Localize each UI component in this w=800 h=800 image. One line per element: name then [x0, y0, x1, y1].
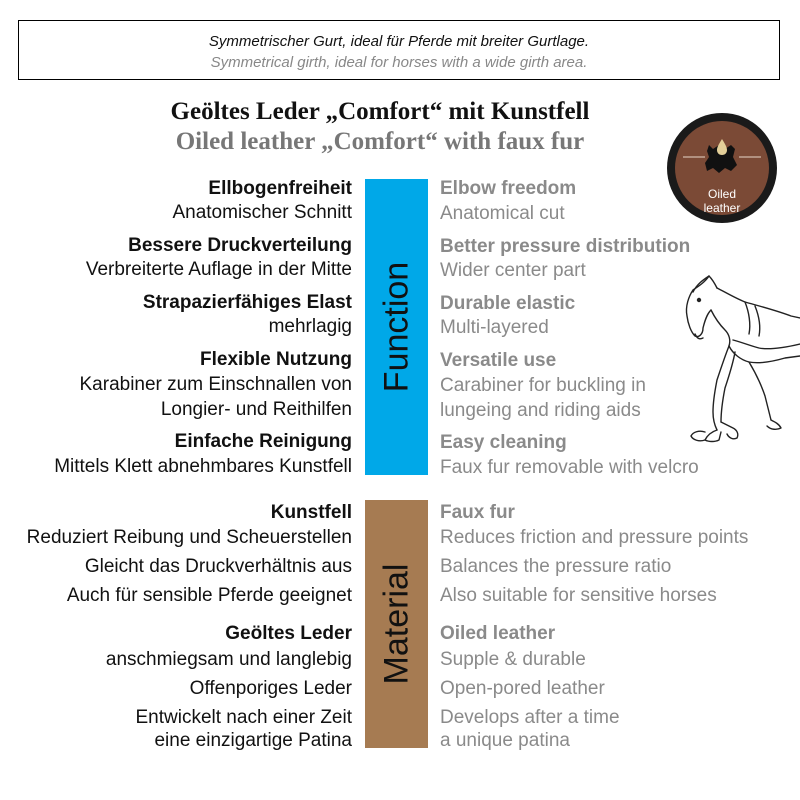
feature-title: Better pressure distribution: [440, 236, 691, 257]
material-detail: Balances the pressure ratio: [440, 556, 672, 577]
material-label: Material: [377, 563, 415, 685]
feature-detail: Mittels Klett abnehmbares Kunstfell: [54, 456, 352, 477]
title-english: Oiled leather „Comfort“ with faux fur: [175, 128, 585, 155]
feature-title: Durable elastic: [440, 293, 576, 314]
material-detail: Reduces friction and pressure points: [440, 527, 749, 548]
feature-detail: mehrlagig: [268, 316, 352, 337]
feature-title: Strapazierfähiges Elast: [142, 292, 352, 313]
material-detail: Auch für sensible Pferde geeignet: [66, 585, 352, 606]
feature-title: Easy cleaning: [440, 432, 567, 453]
material-title: Oiled leather: [440, 623, 556, 644]
material-detail: Offenporiges Leder: [189, 678, 352, 699]
badge-line-1: Oiled: [707, 187, 736, 201]
feature-title: Einfache Reinigung: [174, 431, 352, 452]
material-bar: [365, 500, 428, 748]
feature-detail: lungeing and riding aids: [440, 400, 641, 421]
feature-detail: Verbreiterte Auflage in der Mitte: [85, 259, 352, 280]
badge-line-2: leather: [703, 201, 741, 215]
feature-detail: Anatomical cut: [440, 203, 565, 224]
material-detail: anschmiegsam und langlebig: [105, 649, 352, 670]
material-detail: Open-pored leather: [440, 678, 605, 699]
material-title: Geöltes Leder: [225, 623, 352, 644]
oiled-leather-badge: [667, 113, 777, 223]
material-detail: eine einzigartige Patina: [154, 730, 352, 751]
feature-title: Ellbogenfreiheit: [208, 178, 352, 199]
material-title: Faux fur: [440, 502, 515, 523]
feature-detail: Carabiner for buckling in: [440, 375, 646, 396]
feature-detail: Multi-layered: [440, 317, 549, 338]
feature-detail: Karabiner zum Einschnallen von: [79, 374, 352, 395]
material-title: Kunstfell: [270, 502, 352, 523]
material-detail: Supple & durable: [440, 649, 586, 670]
intro-line-en: Symmetrical girth, ideal for horses with a wide girth area.: [210, 54, 588, 71]
feature-detail: Anatomischer Schnitt: [172, 202, 352, 223]
intro-box: [18, 20, 780, 80]
feature-title: Bessere Druckverteilung: [128, 235, 352, 256]
feature-title: Versatile use: [440, 350, 557, 371]
material-detail: Also suitable for sensitive horses: [440, 585, 717, 606]
material-detail: a unique patina: [440, 730, 570, 751]
horse-sketch-icon: [675, 272, 800, 447]
intro-line-de: Symmetrischer Gurt, ideal für Pferde mit breiter Gurtlage.: [208, 33, 590, 50]
feature-title: Elbow freedom: [440, 178, 577, 199]
material-detail: Develops after a time: [440, 707, 620, 728]
material-detail: Reduziert Reibung und Scheuerstellen: [26, 527, 352, 548]
feature-detail: Longier- und Reithilfen: [160, 399, 352, 420]
material-detail: Entwickelt nach einer Zeit: [135, 707, 352, 728]
function-bar: [365, 179, 428, 475]
material-detail: Gleicht das Druckverhältnis aus: [84, 556, 352, 577]
feature-detail: Wider center part: [440, 260, 586, 281]
feature-title: Flexible Nutzung: [200, 349, 352, 370]
feature-detail: Faux fur removable with velcro: [440, 457, 699, 478]
function-label: Function: [377, 261, 415, 393]
title-german: Geöltes Leder „Comfort“ mit Kunstfell: [170, 98, 590, 125]
